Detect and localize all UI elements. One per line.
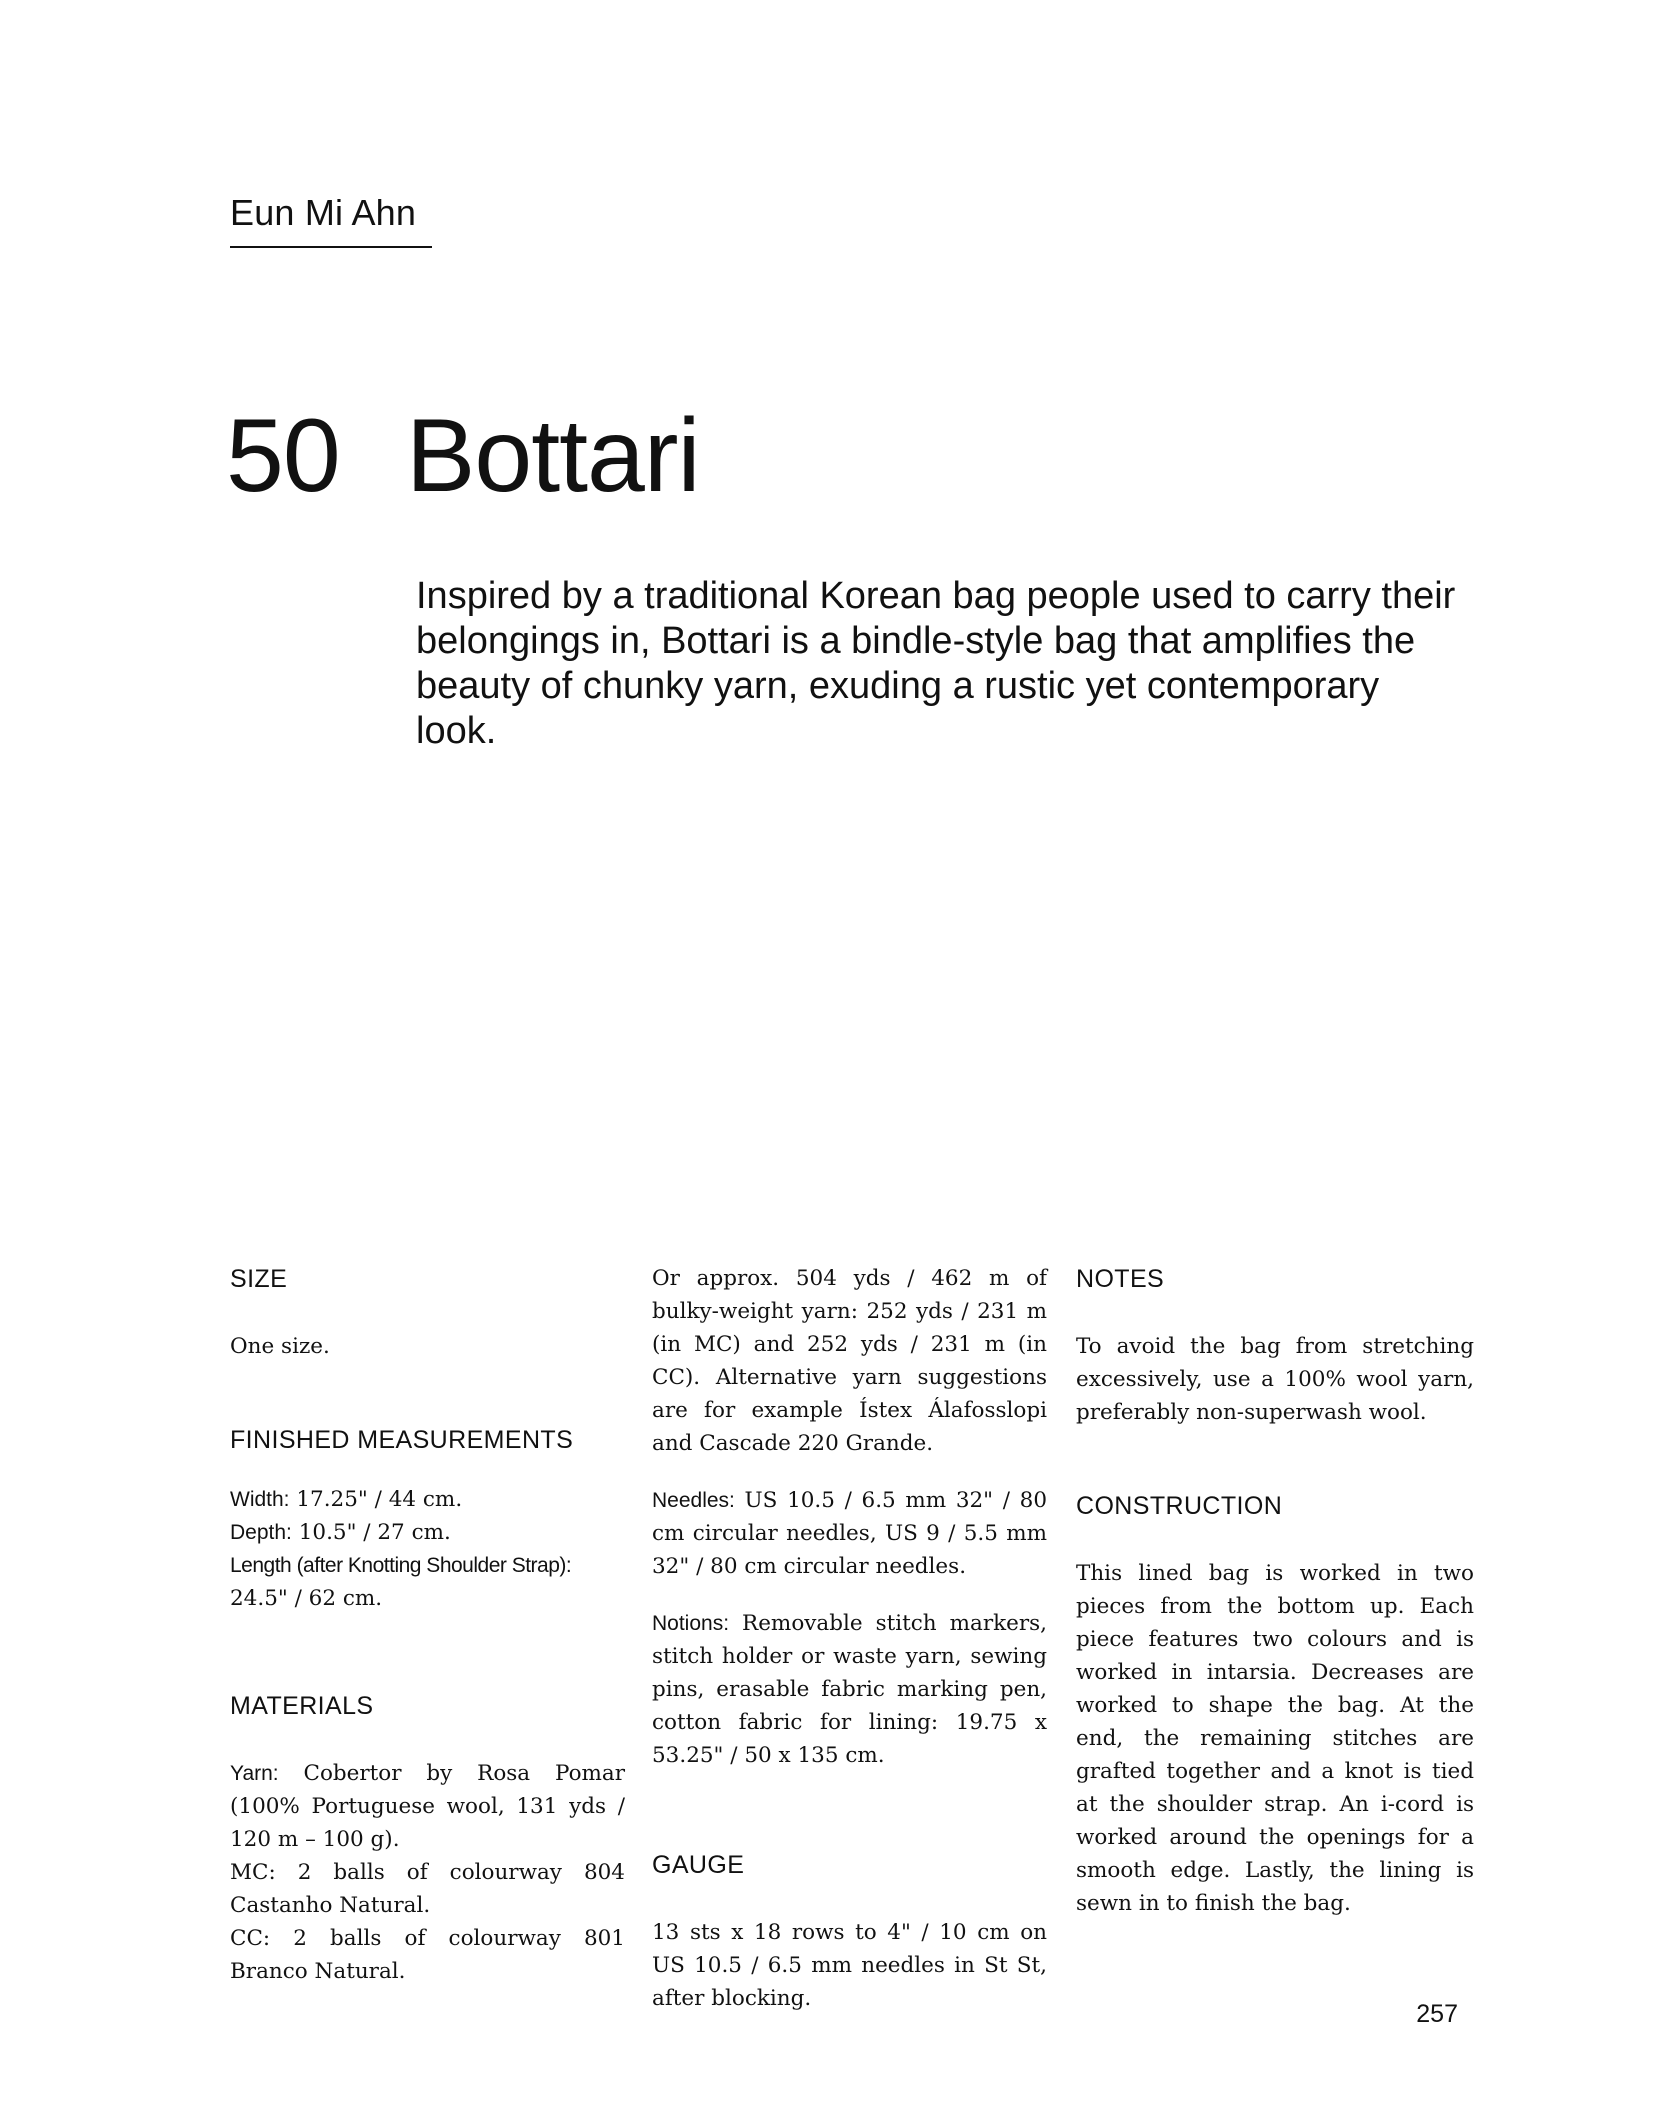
construction-text: This lined bag is worked in two pieces from the bottom up. Each piece features two colours and is worked in intarsia. Decreases are worked to shape the bag. At the end, the remaining stitches are grafted together and a knot is tied at the shoulder strap. An i-cord is worked around the openings for a smooth edge. Lastly, the lining is sewn in to finish the bag. bbox=[1076, 1561, 1474, 1916]
depth-value: 10.5" / 27 cm. bbox=[291, 1520, 451, 1545]
length-value: 24.5" / 62 cm. bbox=[230, 1586, 383, 1611]
yarn-text: Cobertor by Rosa Pomar (100% Portuguese wool, 131 yds / 120 m – 100 g). bbox=[230, 1761, 625, 1852]
notes-text: To avoid the bag from stretching excessively, use a 100% wool yarn, preferably non-superwash wool. bbox=[1076, 1334, 1474, 1425]
construction-heading: CONSTRUCTION bbox=[1076, 1492, 1283, 1520]
needles-info bbox=[652, 1484, 1047, 1583]
yarn-alternative-text: Or approx. 504 yds / 462 m of bulky-weight yarn: 252 yds / 231 m (in MC) and 252 yds / 231 m (in CC). Alternative yarn suggestions are for example Ístex Álafosslopi and Cascade 220 Grande. bbox=[652, 1266, 1047, 1456]
finished-measurements-heading: FINISHED MEASUREMENTS bbox=[230, 1426, 574, 1454]
depth-label: Depth: bbox=[230, 1521, 292, 1544]
needles-label: Needles: bbox=[652, 1489, 735, 1512]
width-measurement bbox=[230, 1483, 625, 1516]
length-measurement bbox=[230, 1549, 625, 1615]
depth-measurement bbox=[230, 1516, 625, 1549]
author-underline bbox=[230, 246, 432, 248]
notes-heading: NOTES bbox=[1076, 1265, 1165, 1293]
width-value: 17.25" / 44 cm. bbox=[289, 1487, 463, 1512]
notions-info bbox=[652, 1607, 1047, 1772]
column-left bbox=[230, 1262, 625, 1988]
page-number: 257 bbox=[1416, 2000, 1458, 2028]
yarn-label: Yarn: bbox=[230, 1762, 279, 1785]
mc-info: MC: 2 balls of colourway 804 Castanho Natural. bbox=[230, 1860, 625, 1918]
length-label: Length (after Knotting Shoulder Strap): bbox=[230, 1554, 572, 1577]
needles-text: US 10.5 / 6.5 mm 32" / 80 cm circular needles, US 9 / 5.5 mm 32" / 80 cm circular needles. bbox=[652, 1488, 1047, 1579]
cc-info: CC: 2 balls of colourway 801 Branco Natural. bbox=[230, 1926, 625, 1984]
pattern-number: 50 bbox=[226, 398, 340, 514]
column-middle bbox=[652, 1262, 1047, 2015]
intro-paragraph: Inspired by a traditional Korean bag people used to carry their belongings in, Bottari is a bindle-style bag that amplifies the beauty of chunky yarn, exuding a rustic yet contemporary look. bbox=[416, 575, 1456, 752]
notions-label: Notions: bbox=[652, 1612, 730, 1635]
gauge-heading: GAUGE bbox=[652, 1851, 745, 1879]
page-title: Bottari bbox=[406, 398, 700, 514]
size-text: One size. bbox=[230, 1334, 330, 1359]
gauge-text: 13 sts x 18 rows to 4" / 10 cm on US 10.5 / 6.5 mm needles in St St, after blocking. bbox=[652, 1920, 1047, 2011]
materials-heading: MATERIALS bbox=[230, 1692, 374, 1720]
author-name: Eun Mi Ahn bbox=[230, 192, 417, 233]
column-right bbox=[1076, 1262, 1474, 1920]
width-label: Width: bbox=[230, 1488, 290, 1511]
size-heading: SIZE bbox=[230, 1265, 288, 1293]
notions-text: Removable stitch markers, stitch holder or waste yarn, sewing pins, erasable fabric marking pen, cotton fabric for lining: 19.75 x 53.25" / 50 x 135 cm. bbox=[652, 1611, 1047, 1768]
yarn-info bbox=[230, 1757, 625, 1856]
